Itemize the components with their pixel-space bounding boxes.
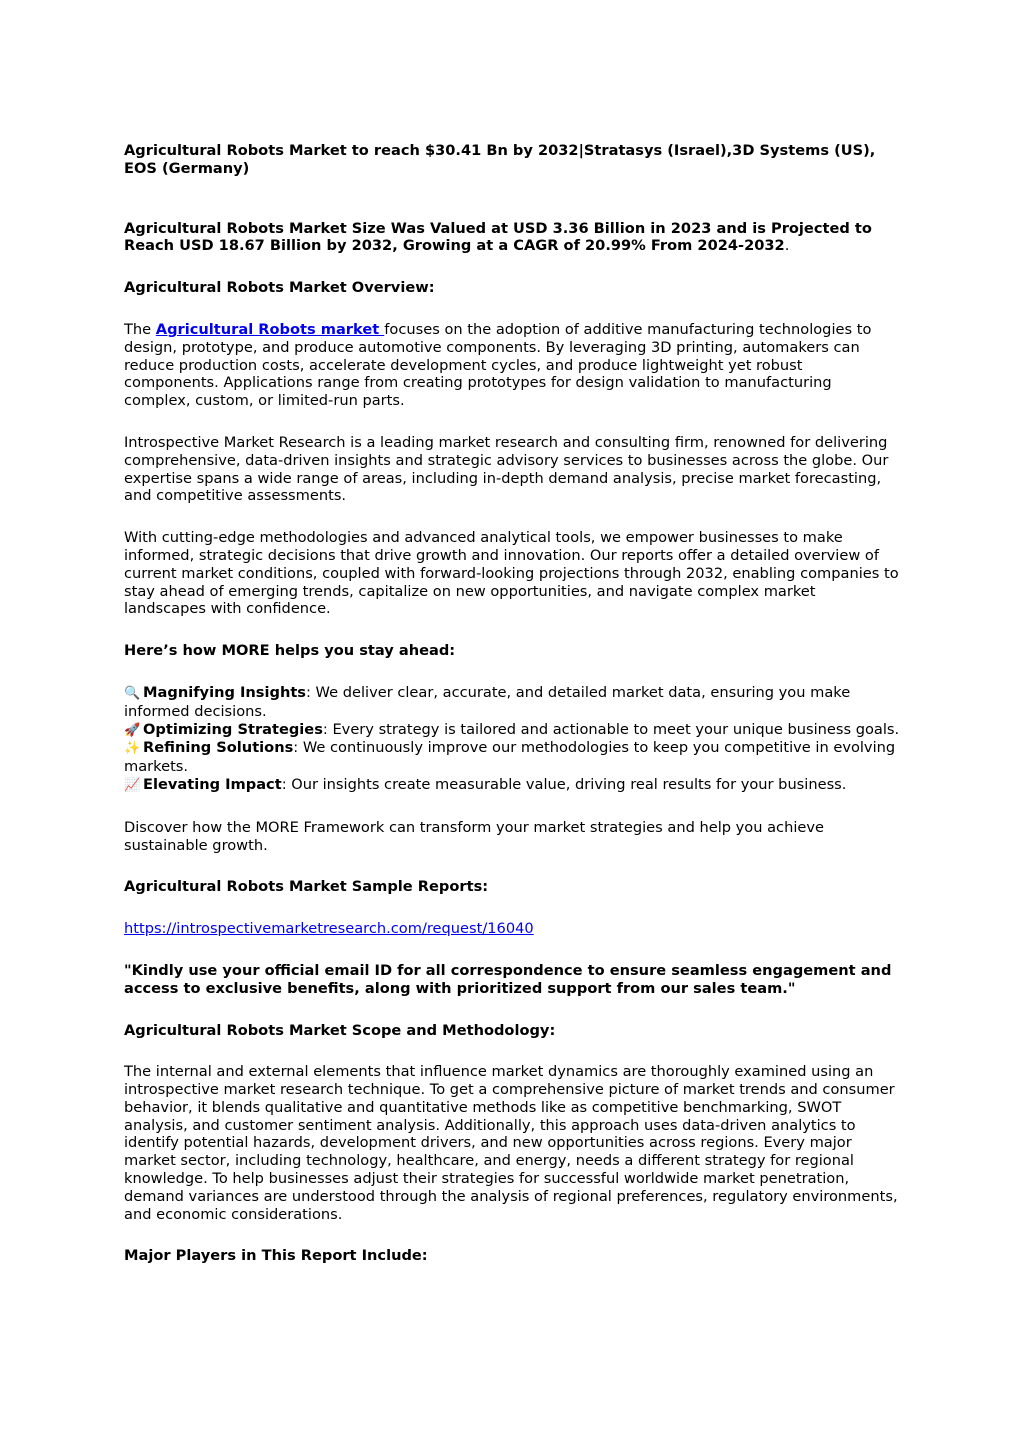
overview-paragraph <box>124 321 900 410</box>
scope-heading: Agricultural Robots Market Scope and Methodology: <box>124 1021 556 1039</box>
sample-heading: Agricultural Robots Market Sample Reports: <box>124 878 489 896</box>
more-item-text: : We continuously improve our methodologies to keep you competitive in evolving markets. <box>124 739 896 776</box>
more-item-label: Refining Solutions <box>143 739 294 757</box>
sample-report-link[interactable]: https://introspectivemarketresearch.com/request/16040 <box>124 920 534 938</box>
overview-heading: Agricultural Robots Market Overview: <box>124 279 435 297</box>
players-heading: Major Players in This Report Include: <box>124 1247 428 1265</box>
rocket-icon: 🚀 <box>124 722 141 738</box>
more-item-magnifying <box>124 684 900 721</box>
sample-link-row <box>124 920 900 938</box>
more-item-text: : We deliver clear, accurate, and detailed market data, ensuring you make informed decisions. <box>124 683 851 720</box>
more-cta-paragraph: Discover how the MORE Framework can transform your market strategies and help you achieve sustainable growth. <box>124 818 824 854</box>
more-item-label: Elevating Impact <box>143 775 282 793</box>
market-size-text: Agricultural Robots Market Size Was Valued at USD 3.36 Billion in 2023 and is Projected to Reach USD 18.67 Billion by 2032, Growing at a CAGR of 20.99% From 2024-2032 <box>124 219 872 255</box>
more-item-refining <box>124 739 900 776</box>
overview-prefix: The <box>124 320 156 338</box>
more-item-text: : Our insights create measurable value, driving real results for your business. <box>281 775 847 793</box>
email-note: "Kindly use your official email ID for all correspondence to ensure seamless engagement and access to exclusive benefits, along with prioritized support from our sales team." <box>124 961 892 997</box>
company-paragraph: Introspective Market Research is a leading market research and consulting firm, renowned for delivering comprehensive, data-driven insights and strategic advisory services to businesses across the globe. Our expertise spans a wide range of areas, including in-depth demand analysis, precise market forecasting, and competitive assessments. <box>124 433 889 505</box>
agricultural-robots-market-link[interactable]: Agricultural Robots market <box>155 320 385 338</box>
market-size-headline <box>124 220 900 256</box>
scope-paragraph: The internal and external elements that influence market dynamics are thoroughly examined using an introspective market research technique. To get a comprehensive picture of market trends and consumer behavior, it blends qualitative and quantitative methods like as competitive benchmarking, SWOT analysis, and customer sentiment analysis. Additionally, this approach uses data-driven analytics to identify potential hazards, development drivers, and new opportunities across regions. Every major market sector, including technology, healthcare, and energy, needs a different strategy for regional knowledge. To help businesses adjust their strategies for successful worldwide market penetration, demand variances are understood through the analysis of regional preferences, regulatory environments, and economic considerations. <box>124 1063 898 1223</box>
sparkle-icon: ✨ <box>124 741 141 757</box>
more-item-optimizing <box>124 721 900 740</box>
chart-increasing-icon: 📈 <box>124 777 141 793</box>
more-item-label: Optimizing Strategies <box>143 720 323 738</box>
market-size-period: . <box>784 237 790 255</box>
document-title: Agricultural Robots Market to reach $30.41 Bn by 2032|Stratasys (Israel),3D Systems (US), EOS (Germany) <box>124 142 876 177</box>
more-item-label: Magnifying Insights <box>143 683 306 701</box>
overview-text: focuses on the adoption of additive manufacturing technologies to design, prototype, and produce automotive components. By leveraging 3D printing, automakers can reduce production costs, accelerate development cycles, and produce lightweight yet robust components. Applications range from creating prototypes for design validation to manufacturing complex, custom, or limited-run parts. <box>124 320 872 410</box>
more-item-text: : Every strategy is tailored and actionable to meet your unique business goals. <box>322 720 900 738</box>
document-page <box>124 142 900 1265</box>
more-item-elevating <box>124 776 900 795</box>
methods-paragraph: With cutting-edge methodologies and advanced analytical tools, we empower businesses to make informed, strategic decisions that drive growth and innovation. Our reports offer a detailed overview of current market conditions, coupled with forward-looking projections through 2032, enabling companies to stay ahead of emerging trends, capitalize on new opportunities, and navigate complex market landscapes with confidence. <box>124 529 899 618</box>
magnifier-icon: 🔍 <box>124 685 141 701</box>
more-list <box>124 684 900 795</box>
more-heading: Here’s how MORE helps you stay ahead: <box>124 642 456 660</box>
